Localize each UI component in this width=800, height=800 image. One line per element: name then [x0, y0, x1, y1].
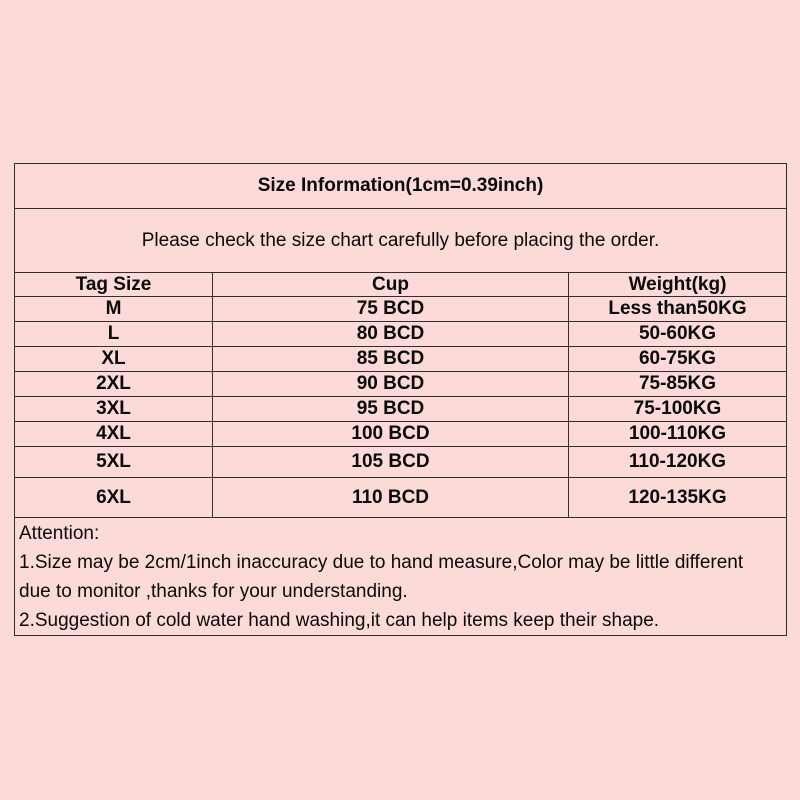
weight-cell: 60-75KG [569, 347, 787, 372]
tag-size-cell: M [15, 297, 213, 322]
cup-cell: 85 BCD [213, 347, 569, 372]
weight-cell: 75-85KG [569, 372, 787, 397]
column-header-weight: Weight(kg) [569, 273, 787, 297]
weight-cell: 100-110KG [569, 422, 787, 447]
cup-cell: 90 BCD [213, 372, 569, 397]
tag-size-cell: 2XL [15, 372, 213, 397]
table-row-5xl [15, 447, 787, 478]
column-header-tag-size: Tag Size [15, 273, 213, 297]
tag-size-cell: 4XL [15, 422, 213, 447]
attention-section [15, 518, 787, 636]
size-chart-title: Size Information(1cm=0.39inch) [15, 164, 787, 209]
attention-note-2: 2.Suggestion of cold water hand washing,it can help items keep their shape. [19, 610, 660, 631]
cup-cell: 105 BCD [213, 447, 569, 478]
table-row-l [15, 322, 787, 347]
tag-size-cell: XL [15, 347, 213, 372]
size-chart-subtitle: Please check the size chart carefully before placing the order. [15, 209, 787, 273]
title-row [15, 164, 787, 209]
table-row-3xl [15, 397, 787, 422]
cup-cell: 80 BCD [213, 322, 569, 347]
tag-size-cell: L [15, 322, 213, 347]
table-row-m [15, 297, 787, 322]
weight-cell: 110-120KG [569, 447, 787, 478]
weight-cell: Less than50KG [569, 297, 787, 322]
cup-cell: 100 BCD [213, 422, 569, 447]
attention-note-1: 1.Size may be 2cm/1inch inaccuracy due to hand measure,Color may be little different due to monitor ,thanks for your understanding. [19, 552, 744, 602]
tag-size-cell: 3XL [15, 397, 213, 422]
table-row-xl [15, 347, 787, 372]
table-row-6xl [15, 478, 787, 518]
cup-cell: 110 BCD [213, 478, 569, 518]
cup-cell: 75 BCD [213, 297, 569, 322]
cup-cell: 95 BCD [213, 397, 569, 422]
weight-cell: 50-60KG [569, 322, 787, 347]
table-header-row [15, 273, 787, 297]
weight-cell: 75-100KG [569, 397, 787, 422]
tag-size-cell: 5XL [15, 447, 213, 478]
weight-cell: 120-135KG [569, 478, 787, 518]
subtitle-row [15, 209, 787, 273]
tag-size-cell: 6XL [15, 478, 213, 518]
attention-row [15, 518, 787, 636]
table-row-2xl [15, 372, 787, 397]
attention-heading: Attention: [19, 523, 100, 544]
size-chart-table [14, 163, 787, 636]
table-row-4xl [15, 422, 787, 447]
column-header-cup: Cup [213, 273, 569, 297]
